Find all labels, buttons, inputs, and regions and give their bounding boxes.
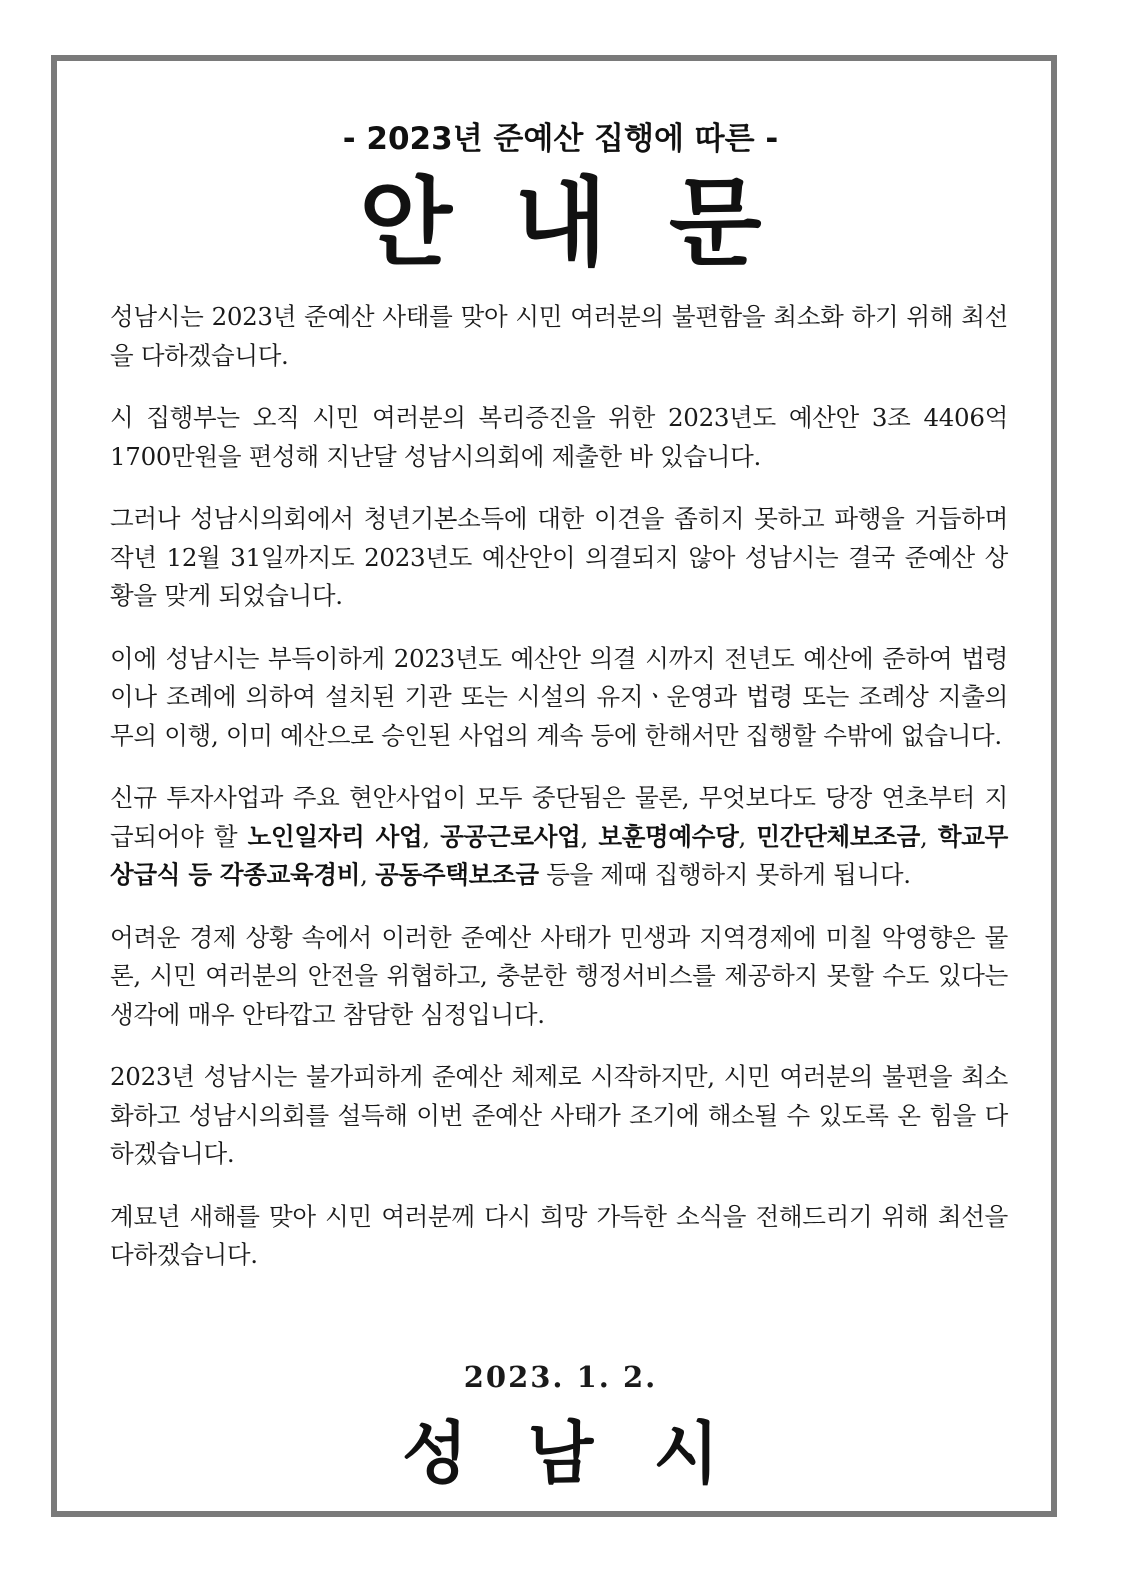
paragraph-5-lead: 신규 투자사업과 주요 현안사업이 모두 중단됨은 물론, 무엇보다도 당장 연초부터 지급되어야 할 [110, 783, 1008, 851]
separator: , [920, 821, 938, 851]
paragraph-7: 2023년 성남시는 불가피하게 준예산 체제로 시작하지만, 시민 여러분의 불편을 최소화하고 성남시의회를 설득해 이번 준예산 사태가 조기에 해소될 수 있도록 온 힘을 다하겠습니다. [110, 1062, 1008, 1168]
paragraph-5 [110, 779, 1008, 895]
paragraph-8: 계묘년 새해를 맞아 시민 여러분께 다시 희망 가득한 소식을 전해드리기 위해 최선을 다하겠습니다. [110, 1201, 1008, 1269]
separator: , [738, 821, 757, 851]
highlight-housing-subsidy: 공동주택보조금 [375, 860, 539, 889]
highlight-public-works: 공공근로사업 [440, 821, 581, 851]
highlight-senior-jobs: 노인일자리 사업 [247, 821, 423, 851]
highlight-veterans-allowance: 보훈명예수당 [598, 821, 739, 851]
paragraph-4: 이에 성남시는 부득이하게 2023년도 예산안 의결 시까지 전년도 예산에 준하여 법령이나 조례에 의하여 설치된 기관 또는 시설의 유지ㆍ운영과 법령 또는 조례상 지출의무의 이행, 이미 예산으로 승인된 사업의 계속 등에 한해서만 집행할 수밖에 없습니다. [110, 643, 1008, 750]
paragraph-5-tail: 등을 제때 집행하지 못하게 됩니다. [538, 860, 911, 889]
separator: , [360, 860, 376, 889]
highlight-school-meals: 학교무상급식 등 각종교육경비 [110, 821, 1008, 889]
notice-title: 안내문 [359, 167, 824, 279]
notice-body [110, 298, 1008, 1299]
notice-date: 2023. 1. 2. [463, 1360, 658, 1394]
highlight-private-org-subsidy: 민간단체보조금 [756, 821, 920, 851]
separator: , [580, 821, 599, 851]
issuer-signature: 성남시 [401, 1415, 780, 1494]
paragraph-6: 어려운 경제 상황 속에서 이러한 준예산 사태가 민생과 지역경제에 미칠 악영향은 물론, 시민 여러분의 안전을 위협하고, 충분한 행정서비스를 제공하지 못할 수도 있다는 생각에 매우 안타깝고 참담한 심정입니다. [110, 922, 1008, 1029]
paragraph-3: 그러나 성남시의회에서 청년기본소득에 대한 이견을 좁히지 못하고 파행을 거듭하며 작년 12월 31일까지도 2023년도 예산안이 의결되지 않아 성남시는 결국 준예산 상황을 맞게 되었습니다. [110, 504, 1008, 610]
separator: , [422, 821, 441, 851]
notice-subtitle: - 2023년 준예산 집행에 따른 - [342, 121, 779, 157]
paragraph-1: 성남시는 2023년 준예산 사태를 맞아 시민 여러분의 불편함을 최소화 하기 위해 최선을 다하겠습니다. [110, 302, 1008, 370]
paragraph-2: 시 집행부는 오직 시민 여러분의 복리증진을 위한 2023년도 예산안 3조 4406억 1700만원을 편성해 지난달 성남시의회에 제출한 바 있습니다. [110, 403, 1008, 471]
